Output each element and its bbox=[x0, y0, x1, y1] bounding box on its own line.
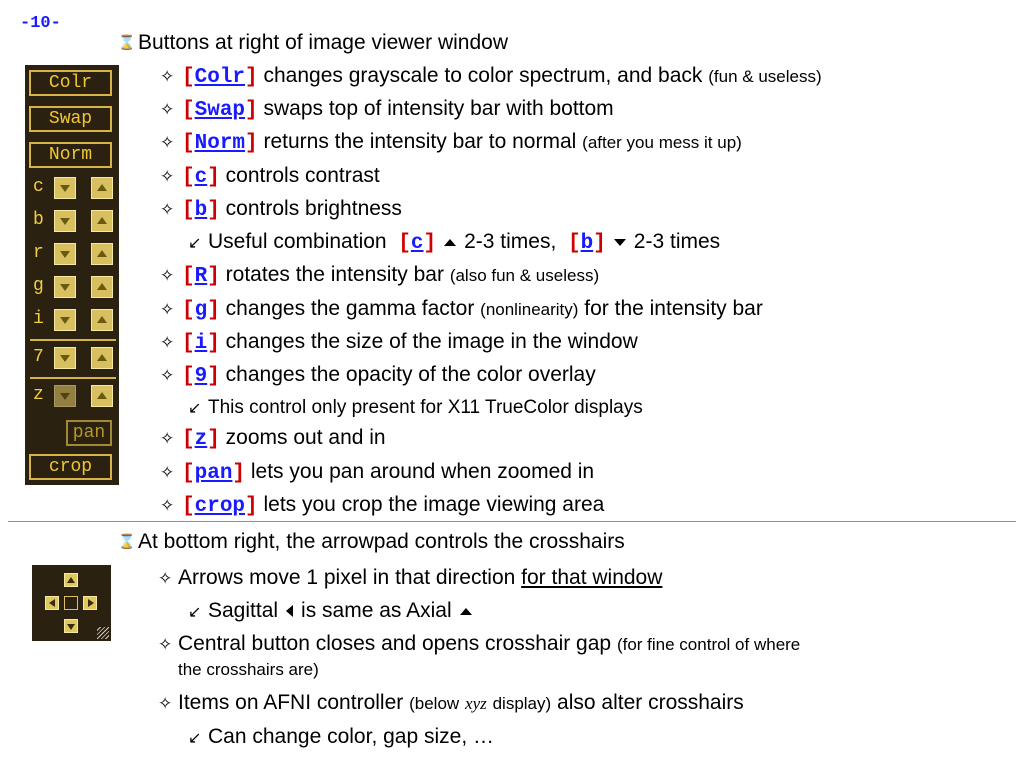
brightness-up-button[interactable] bbox=[91, 210, 113, 232]
sub-text: Useful combination bbox=[208, 230, 387, 253]
item-text: returns the intensity bar to normal bbox=[263, 130, 577, 153]
hourglass-bullet-icon: ⌛ bbox=[118, 533, 136, 549]
item-note: (fun & useless) bbox=[708, 67, 822, 86]
c-link[interactable]: c bbox=[194, 166, 208, 189]
arrow-down-button[interactable] bbox=[64, 619, 78, 633]
arrow-right-button[interactable] bbox=[83, 596, 97, 610]
arrow-left-button[interactable] bbox=[45, 596, 59, 610]
sub-text: is same as Axial bbox=[301, 599, 452, 622]
item-pan: ✧ [pan] lets you pan around when zoomed in bbox=[160, 460, 595, 485]
crosshair-gap-button[interactable] bbox=[64, 596, 78, 610]
sub-text: Can change color, gap size, … bbox=[208, 725, 495, 748]
star-bullet-icon: ✧ bbox=[160, 463, 175, 482]
item-note: (also fun & useless) bbox=[449, 266, 600, 285]
pan-link[interactable]: pan bbox=[194, 462, 233, 485]
image-size-down-button[interactable] bbox=[54, 309, 76, 331]
b-link[interactable]: b bbox=[580, 232, 594, 255]
contrast-up-button[interactable] bbox=[91, 177, 113, 199]
arrow-up-button[interactable] bbox=[64, 573, 78, 587]
g-link[interactable]: g bbox=[194, 299, 208, 322]
bullet-arrowpad-heading bbox=[118, 530, 625, 554]
up-triangle-icon bbox=[444, 239, 456, 246]
item-central-continued bbox=[178, 660, 319, 680]
image-size-label: i bbox=[33, 309, 44, 329]
rotate-label: r bbox=[33, 243, 44, 263]
zoom-down-button[interactable] bbox=[54, 385, 76, 407]
item-c: ✧ [c] controls contrast bbox=[160, 164, 380, 189]
sub-truecolor bbox=[188, 397, 643, 419]
norm-link[interactable]: Norm bbox=[194, 132, 246, 155]
item-text: controls brightness bbox=[225, 197, 402, 220]
norm-button[interactable]: Norm bbox=[29, 142, 112, 168]
image-size-up-button[interactable] bbox=[91, 309, 113, 331]
item-colr: ✧ [Colr] changes grayscale to color spectrum, and back (fun & useless) bbox=[160, 64, 822, 89]
crop-link[interactable]: crop bbox=[194, 495, 246, 518]
contrast-down-button[interactable] bbox=[54, 177, 76, 199]
item-text: changes the gamma factor bbox=[225, 297, 475, 320]
item-9: ✧ [9] changes the opacity of the color overlay bbox=[160, 363, 596, 388]
left-triangle-icon bbox=[286, 605, 293, 617]
brightness-down-button[interactable] bbox=[54, 210, 76, 232]
item-text: controls contrast bbox=[225, 164, 380, 187]
gamma-up-button[interactable] bbox=[91, 276, 113, 298]
item-text: Central button closes and opens crosshair gap bbox=[178, 632, 612, 655]
page-number: -10- bbox=[20, 14, 61, 33]
sub-useful-combination: ↙ Useful combination [c] 2-3 times, [b] 2-3 times bbox=[188, 230, 721, 255]
resize-grip-icon[interactable] bbox=[97, 627, 109, 639]
sub-change-color bbox=[188, 725, 494, 749]
down-left-arrow-icon: ↙ bbox=[188, 730, 202, 747]
down-triangle-icon bbox=[614, 239, 626, 246]
contrast-label: c bbox=[33, 177, 44, 197]
item-note: display) bbox=[492, 694, 552, 713]
item-text: rotates the intensity bar bbox=[225, 263, 444, 286]
panel-separator bbox=[30, 339, 116, 341]
item-text: lets you crop the image viewing area bbox=[263, 493, 605, 516]
bullet-buttons-heading bbox=[118, 31, 508, 55]
star-bullet-icon: ✧ bbox=[160, 366, 175, 385]
down-left-arrow-icon: ↙ bbox=[188, 604, 202, 621]
item-i: ✧ [i] changes the size of the image in the window bbox=[160, 330, 638, 355]
b-link[interactable]: b bbox=[194, 199, 208, 222]
item-text: swaps top of intensity bar with bottom bbox=[263, 97, 614, 120]
hourglass-bullet-icon: ⌛ bbox=[118, 34, 136, 50]
swap-button[interactable]: Swap bbox=[29, 106, 112, 132]
i-link[interactable]: i bbox=[194, 332, 208, 355]
sub-text: 2-3 times, bbox=[464, 230, 557, 253]
rotate-up-button[interactable] bbox=[91, 243, 113, 265]
item-text: zooms out and in bbox=[225, 426, 386, 449]
star-bullet-icon: ✧ bbox=[160, 333, 175, 352]
item-note: (for fine control of where bbox=[616, 635, 801, 654]
item-swap: ✧ [Swap] swaps top of intensity bar with bottom bbox=[160, 97, 614, 122]
colr-link[interactable]: Colr bbox=[194, 66, 246, 89]
item-r: ✧ [R] rotates the intensity bar (also fun & useless) bbox=[160, 263, 600, 288]
item-norm: ✧ [Norm] returns the intensity bar to normal (after you mess it up) bbox=[160, 130, 742, 155]
bullet-text: Buttons at right of image viewer window bbox=[138, 31, 509, 54]
item-crop: ✧ [crop] lets you crop the image viewing area bbox=[160, 493, 605, 518]
item-note: (after you mess it up) bbox=[582, 133, 742, 152]
opacity-label: 7 bbox=[33, 347, 44, 367]
star-bullet-icon: ✧ bbox=[160, 300, 175, 319]
gamma-label: g bbox=[33, 276, 44, 296]
item-note: the crosshairs are) bbox=[178, 660, 319, 679]
star-bullet-icon: ✧ bbox=[160, 133, 175, 152]
star-bullet-icon: ✧ bbox=[158, 635, 173, 654]
star-bullet-icon: ✧ bbox=[158, 694, 173, 713]
sub-text: This control only present for X11 TrueColor displays bbox=[208, 397, 643, 418]
sub-text: Sagittal bbox=[208, 599, 279, 622]
rotate-down-button[interactable] bbox=[54, 243, 76, 265]
down-left-arrow-icon: ↙ bbox=[188, 400, 202, 417]
brightness-label: b bbox=[33, 210, 44, 230]
item-note: (below bbox=[409, 694, 460, 713]
item-text: Items on AFNI controller bbox=[178, 691, 404, 714]
section-divider bbox=[8, 521, 1016, 522]
gamma-down-button[interactable] bbox=[54, 276, 76, 298]
opacity-down-button[interactable] bbox=[54, 347, 76, 369]
zoom-label: z bbox=[33, 385, 44, 405]
nine-link[interactable]: 9 bbox=[194, 365, 208, 388]
zoom-up-button[interactable] bbox=[91, 385, 113, 407]
opacity-up-button[interactable] bbox=[91, 347, 113, 369]
star-bullet-icon: ✧ bbox=[160, 100, 175, 119]
item-text: changes grayscale to color spectrum, and back bbox=[263, 64, 703, 87]
item-underlined-text: for that window bbox=[521, 566, 663, 589]
sub-text: 2-3 times bbox=[633, 230, 721, 253]
item-central bbox=[158, 632, 800, 656]
item-text: for the intensity bar bbox=[584, 297, 763, 320]
item-text: Arrows move 1 pixel in that direction bbox=[178, 566, 516, 589]
item-text: also alter crosshairs bbox=[557, 691, 744, 714]
item-text: changes the size of the image in the window bbox=[225, 330, 638, 353]
star-bullet-icon: ✧ bbox=[160, 167, 175, 186]
z-link[interactable]: z bbox=[194, 428, 208, 451]
star-bullet-icon: ✧ bbox=[160, 266, 175, 285]
item-b: ✧ [b] controls brightness bbox=[160, 197, 402, 222]
sub-sagittal bbox=[188, 599, 480, 623]
item-arrows bbox=[158, 566, 662, 590]
star-bullet-icon: ✧ bbox=[160, 429, 175, 448]
r-link[interactable]: R bbox=[194, 265, 208, 288]
star-bullet-icon: ✧ bbox=[160, 200, 175, 219]
item-note: (nonlinearity) bbox=[480, 300, 579, 319]
c-link[interactable]: c bbox=[410, 232, 424, 255]
star-bullet-icon: ✧ bbox=[158, 569, 173, 588]
crop-button[interactable]: crop bbox=[29, 454, 112, 480]
item-afni-controller bbox=[158, 691, 744, 715]
pan-button[interactable]: pan bbox=[66, 420, 112, 446]
item-text: lets you pan around when zoomed in bbox=[250, 460, 595, 483]
down-left-arrow-icon: ↙ bbox=[188, 235, 202, 252]
item-z: ✧ [z] zooms out and in bbox=[160, 426, 386, 451]
swap-link[interactable]: Swap bbox=[194, 99, 246, 122]
item-text: changes the opacity of the color overlay bbox=[225, 363, 596, 386]
star-bullet-icon: ✧ bbox=[160, 67, 175, 86]
bullet-text: At bottom right, the arrowpad controls the crosshairs bbox=[138, 530, 625, 553]
item-g: ✧ [g] changes the gamma factor (nonlinearity) for the intensity bar bbox=[160, 297, 763, 322]
item-note-italic: xyz bbox=[465, 694, 487, 713]
colr-button[interactable]: Colr bbox=[29, 70, 112, 96]
panel-separator bbox=[30, 377, 116, 379]
up-triangle-icon bbox=[460, 608, 472, 615]
star-bullet-icon: ✧ bbox=[160, 496, 175, 515]
arrowpad-image bbox=[32, 565, 111, 641]
